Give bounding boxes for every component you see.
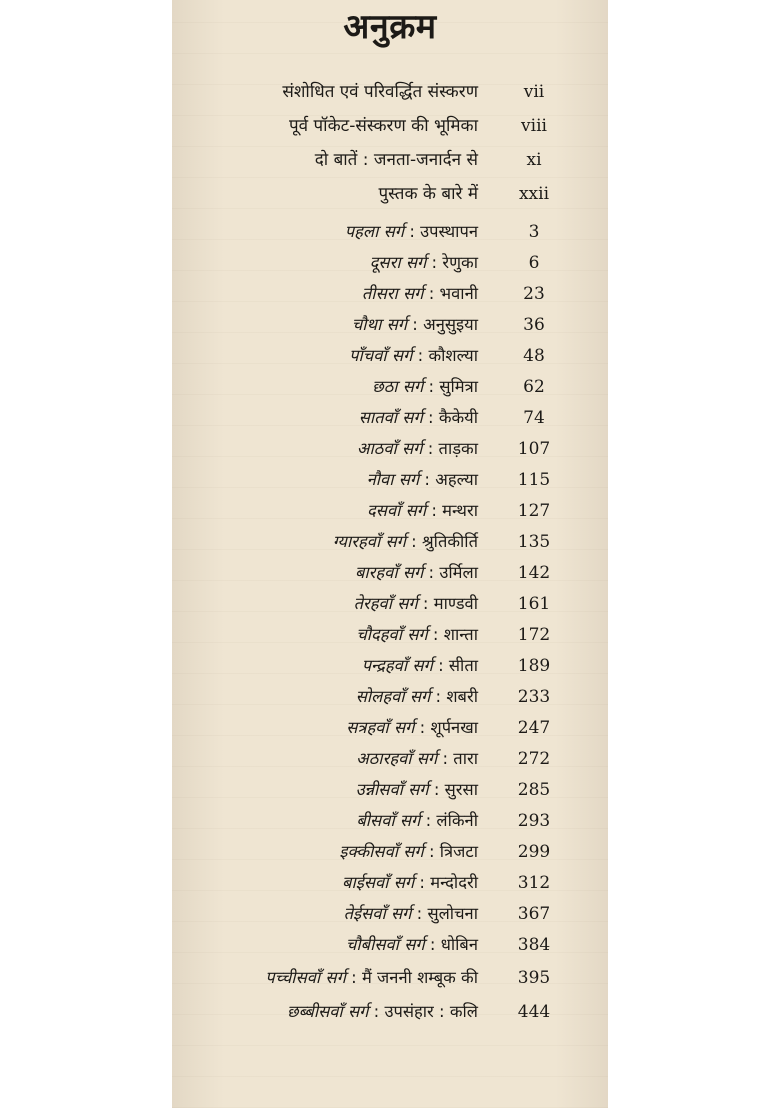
chapter-sarg: तेईसवाँ सर्ग bbox=[343, 904, 412, 923]
chapter-name: अहल्या bbox=[435, 470, 478, 489]
chapter-title bbox=[357, 434, 478, 464]
chapter-page: 48 bbox=[523, 346, 545, 366]
chapter-separator: : bbox=[423, 563, 440, 582]
chapter-title bbox=[356, 744, 478, 774]
chapter-name: माण्डवी bbox=[433, 594, 478, 613]
toc-entry bbox=[172, 179, 608, 209]
chapter-sarg: छब्बीसवाँ सर्ग bbox=[287, 1002, 369, 1021]
chapter-page: 74 bbox=[523, 408, 545, 428]
chapter-separator: : bbox=[419, 470, 436, 489]
chapter-title bbox=[372, 372, 478, 402]
chapter-entry bbox=[172, 310, 608, 340]
chapter-page: 107 bbox=[517, 439, 551, 459]
chapter-title bbox=[370, 248, 478, 278]
chapter-name: धोबिन bbox=[440, 935, 478, 954]
toc-entry-page: viii bbox=[521, 116, 547, 136]
chapter-sarg: सोलहवाँ सर्ग bbox=[355, 687, 431, 706]
chapter-page: 233 bbox=[517, 687, 551, 707]
chapter-name: कौशल्या bbox=[428, 346, 478, 365]
chapter-title bbox=[287, 997, 478, 1027]
chapter-sarg: चौबीसवाँ सर्ग bbox=[345, 935, 425, 954]
chapter-sarg: बारहवाँ सर्ग bbox=[354, 563, 424, 582]
chapter-name: सुरसा bbox=[444, 780, 478, 799]
chapter-separator: : bbox=[405, 532, 422, 551]
toc-entry-page: xi bbox=[526, 150, 542, 170]
chapter-entry bbox=[172, 217, 608, 247]
chapter-separator: : bbox=[427, 625, 444, 644]
chapter-page: 3 bbox=[528, 222, 540, 242]
chapter-entry bbox=[172, 248, 608, 278]
chapter-sarg: चौथा सर्ग bbox=[351, 315, 408, 334]
chapter-sarg: सातवाँ सर्ग bbox=[358, 408, 423, 427]
chapter-page: 135 bbox=[517, 532, 551, 552]
chapter-separator: : bbox=[430, 687, 447, 706]
chapter-sarg: बाईसवाँ सर्ग bbox=[342, 873, 415, 892]
chapter-name: कैकेयी bbox=[438, 408, 478, 427]
chapter-page: 172 bbox=[517, 625, 551, 645]
chapter-name: उपसंहार : कलि bbox=[384, 1002, 478, 1021]
chapter-separator: : bbox=[437, 749, 454, 768]
chapter-separator: : bbox=[404, 222, 421, 241]
chapter-sarg: ग्यारहवाँ सर्ग bbox=[332, 532, 406, 551]
chapter-sarg: बीसवाँ सर्ग bbox=[356, 811, 421, 830]
chapter-page: 6 bbox=[528, 253, 540, 273]
chapter-sarg: चौदहवाँ सर्ग bbox=[356, 625, 428, 644]
chapter-entry bbox=[172, 963, 608, 993]
chapter-entry bbox=[172, 713, 608, 743]
chapter-sarg: पन्द्रहवाँ सर्ग bbox=[361, 656, 433, 675]
chapter-separator: : bbox=[414, 718, 431, 737]
chapter-name: शूर्पनखा bbox=[430, 718, 478, 737]
chapter-name: मन्दोदरी bbox=[430, 873, 478, 892]
chapter-entry bbox=[172, 465, 608, 495]
chapter-title bbox=[346, 930, 478, 960]
chapter-separator: : bbox=[420, 811, 437, 830]
chapter-sarg: पहला सर्ग bbox=[344, 222, 405, 241]
chapter-page: 299 bbox=[517, 842, 551, 862]
chapter-separator: : bbox=[432, 656, 449, 675]
chapter-separator: : bbox=[423, 842, 440, 861]
chapter-title bbox=[354, 589, 478, 619]
chapter-page: 272 bbox=[517, 749, 551, 769]
chapter-title bbox=[345, 217, 478, 247]
chapter-separator: : bbox=[422, 408, 439, 427]
chapter-entry bbox=[172, 837, 608, 867]
chapter-title bbox=[359, 403, 478, 433]
chapter-separator: : bbox=[417, 594, 434, 613]
toc-entry-title: पूर्व पॉकेट-संस्करण की भूमिका bbox=[289, 116, 478, 136]
chapter-page: 395 bbox=[517, 968, 551, 988]
chapter-entry bbox=[172, 496, 608, 526]
chapter-separator: : bbox=[412, 346, 429, 365]
chapter-entry bbox=[172, 997, 608, 1027]
chapter-entry bbox=[172, 682, 608, 712]
chapter-title bbox=[367, 496, 478, 526]
chapter-separator: : bbox=[423, 377, 440, 396]
chapter-title bbox=[362, 279, 478, 309]
chapter-title bbox=[356, 806, 478, 836]
chapter-sarg: इक्कीसवाँ सर्ग bbox=[339, 842, 424, 861]
table-of-contents bbox=[172, 0, 608, 1108]
chapter-sarg: दसवाँ सर्ग bbox=[367, 501, 427, 520]
toc-entry-title: दो बातें : जनता-जनार्दन से bbox=[314, 150, 478, 170]
chapter-entry bbox=[172, 341, 608, 371]
chapter-page: 444 bbox=[517, 1002, 551, 1022]
toc-entry-page: xxii bbox=[518, 184, 550, 204]
chapter-entry bbox=[172, 279, 608, 309]
chapter-entry bbox=[172, 558, 608, 588]
chapter-page: 142 bbox=[517, 563, 551, 583]
chapter-name: सीता bbox=[448, 656, 478, 675]
chapter-page: 62 bbox=[523, 377, 545, 397]
chapter-title bbox=[346, 713, 478, 743]
chapter-name: अनुसुइया bbox=[423, 315, 478, 334]
chapter-separator: : bbox=[426, 501, 443, 520]
chapter-separator: : bbox=[407, 315, 424, 334]
chapter-title bbox=[342, 868, 478, 898]
chapter-page: 247 bbox=[517, 718, 551, 738]
chapter-name: मन्थरा bbox=[442, 501, 478, 520]
chapter-title bbox=[356, 620, 478, 650]
chapter-sarg: आठवाँ सर्ग bbox=[356, 439, 423, 458]
chapter-name: तारा bbox=[453, 749, 478, 768]
chapter-entry bbox=[172, 930, 608, 960]
chapter-title bbox=[349, 341, 478, 371]
chapter-sarg: उन्नीसवाँ सर्ग bbox=[355, 780, 429, 799]
chapter-sarg: तेरहवाँ सर्ग bbox=[353, 594, 418, 613]
chapter-separator: : bbox=[423, 284, 440, 303]
chapter-page: 36 bbox=[523, 315, 545, 335]
chapter-entry bbox=[172, 620, 608, 650]
chapter-separator: : bbox=[426, 253, 443, 272]
chapter-name: उपस्थापन bbox=[420, 222, 478, 241]
toc-page bbox=[172, 0, 608, 1108]
chapter-name: शान्ता bbox=[443, 625, 478, 644]
chapter-separator: : bbox=[422, 439, 439, 458]
chapter-page: 312 bbox=[517, 873, 551, 893]
toc-entry bbox=[172, 145, 608, 175]
chapter-separator: : bbox=[428, 780, 445, 799]
chapter-name: रेणुका bbox=[442, 253, 478, 272]
chapter-name: श्रुतिकीर्ति bbox=[422, 532, 478, 551]
chapter-entry bbox=[172, 806, 608, 836]
chapter-title bbox=[356, 682, 478, 712]
chapter-name: सुमित्रा bbox=[439, 377, 478, 396]
chapter-page: 293 bbox=[517, 811, 551, 831]
chapter-title bbox=[333, 527, 478, 557]
page-title: अनुक्रम bbox=[343, 7, 437, 47]
chapter-name: उर्मिला bbox=[439, 563, 478, 582]
chapter-page: 384 bbox=[517, 935, 551, 955]
chapter-separator: : bbox=[345, 968, 362, 987]
chapter-page: 115 bbox=[517, 470, 551, 490]
chapter-entry bbox=[172, 744, 608, 774]
chapter-entry bbox=[172, 372, 608, 402]
chapter-title bbox=[355, 558, 478, 588]
chapter-name: त्रिजटा bbox=[439, 842, 478, 861]
chapter-separator: : bbox=[414, 873, 431, 892]
chapter-title bbox=[356, 775, 478, 805]
chapter-sarg: छठा सर्ग bbox=[372, 377, 424, 396]
chapter-entry bbox=[172, 775, 608, 805]
chapter-name: मैं जननी शम्बूक की bbox=[361, 968, 478, 987]
chapter-separator: : bbox=[368, 1002, 385, 1021]
chapter-entry bbox=[172, 651, 608, 681]
chapter-entry bbox=[172, 527, 608, 557]
chapter-entry bbox=[172, 589, 608, 619]
chapter-entry bbox=[172, 403, 608, 433]
chapter-title bbox=[367, 465, 478, 495]
chapter-title bbox=[265, 963, 478, 993]
chapter-sarg: सत्रहवाँ सर्ग bbox=[346, 718, 415, 737]
chapter-entry bbox=[172, 868, 608, 898]
toc-entry bbox=[172, 111, 608, 141]
chapter-title bbox=[362, 651, 478, 681]
chapter-name: सुलोचना bbox=[427, 904, 478, 923]
chapter-entry bbox=[172, 899, 608, 929]
chapter-sarg: नौवा सर्ग bbox=[366, 470, 420, 489]
chapter-name: ताड़का bbox=[438, 439, 478, 458]
chapter-title bbox=[339, 837, 478, 867]
chapter-entry bbox=[172, 434, 608, 464]
chapter-page: 285 bbox=[517, 780, 551, 800]
chapter-page: 189 bbox=[517, 656, 551, 676]
chapter-title bbox=[344, 899, 478, 929]
chapter-page: 127 bbox=[517, 501, 551, 521]
chapter-sarg: दूसरा सर्ग bbox=[369, 253, 427, 272]
chapter-sarg: तीसरा सर्ग bbox=[361, 284, 424, 303]
chapter-title bbox=[352, 310, 478, 340]
chapter-separator: : bbox=[424, 935, 441, 954]
chapter-name: लंकिनी bbox=[436, 811, 478, 830]
chapter-page: 161 bbox=[517, 594, 551, 614]
chapter-separator: : bbox=[411, 904, 428, 923]
chapter-sarg: अठारहवाँ सर्ग bbox=[356, 749, 438, 768]
toc-entry-title: संशोधित एवं परिवर्द्धित संस्करण bbox=[282, 82, 478, 102]
chapter-page: 23 bbox=[523, 284, 545, 304]
chapter-name: शबरी bbox=[446, 687, 478, 706]
toc-entry-title: पुस्तक के बारे में bbox=[378, 184, 478, 204]
chapter-page: 367 bbox=[517, 904, 551, 924]
chapter-sarg: पाँचवाँ सर्ग bbox=[349, 346, 413, 365]
toc-entry-page: vii bbox=[523, 82, 545, 102]
chapter-name: भवानी bbox=[439, 284, 478, 303]
toc-entry bbox=[172, 77, 608, 107]
chapter-sarg: पच्चीसवाँ सर्ग bbox=[265, 968, 346, 987]
